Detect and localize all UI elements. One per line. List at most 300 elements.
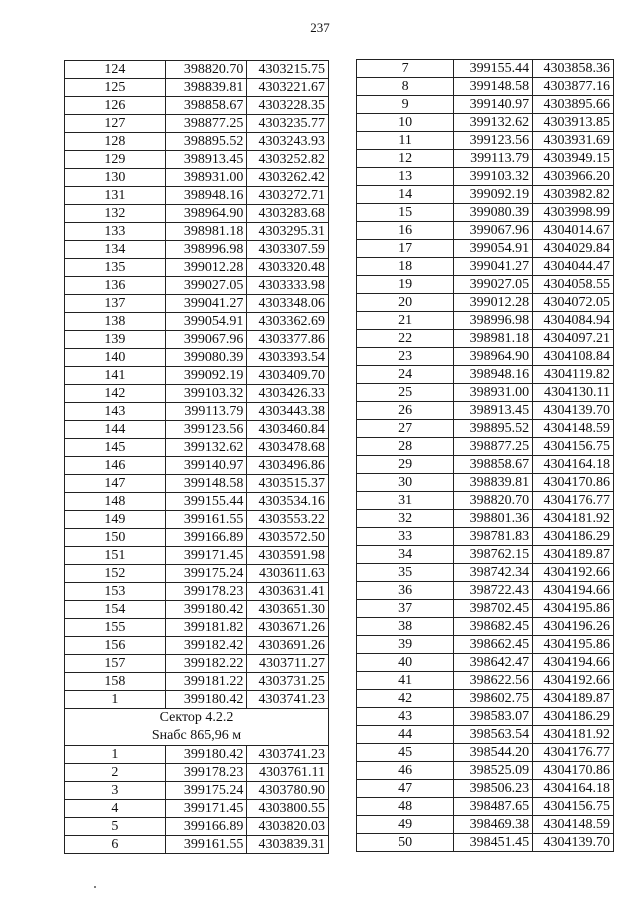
table-row: [357, 240, 614, 258]
table-row: [65, 169, 329, 187]
point-number-cell: 126: [65, 97, 166, 115]
y-coordinate-cell: 4303443.38: [247, 403, 329, 421]
y-coordinate-cell: 4303949.15: [533, 150, 614, 168]
y-coordinate-cell: 4303320.48: [247, 259, 329, 277]
x-coordinate-cell: 398931.00: [165, 169, 247, 187]
y-coordinate-cell: 4304189.87: [533, 546, 614, 564]
table-row: [357, 420, 614, 438]
y-coordinate-cell: 4303235.77: [247, 115, 329, 133]
x-coordinate-cell: 399180.42: [165, 601, 247, 619]
table-row: [357, 744, 614, 762]
y-coordinate-cell: 4303691.26: [247, 637, 329, 655]
point-number-cell: 6: [65, 836, 166, 854]
table-row: [357, 582, 614, 600]
y-coordinate-cell: 4303515.37: [247, 475, 329, 493]
y-coordinate-cell: 4303731.25: [247, 673, 329, 691]
x-coordinate-cell: 399012.28: [454, 294, 533, 312]
table-row: [65, 764, 329, 782]
point-number-cell: 2: [65, 764, 166, 782]
point-number-cell: 150: [65, 529, 166, 547]
table-row: [357, 636, 614, 654]
table-row: [65, 385, 329, 403]
point-number-cell: 13: [357, 168, 454, 186]
table-row: [65, 691, 329, 709]
y-coordinate-cell: 4303591.98: [247, 547, 329, 565]
y-coordinate-cell: 4304181.92: [533, 726, 614, 744]
point-number-cell: 152: [65, 565, 166, 583]
y-coordinate-cell: 4303393.54: [247, 349, 329, 367]
table-row: [65, 439, 329, 457]
x-coordinate-cell: 398487.65: [454, 798, 533, 816]
x-coordinate-cell: 399103.32: [454, 168, 533, 186]
table-row: [357, 78, 614, 96]
x-coordinate-cell: 398996.98: [165, 241, 247, 259]
table-row: [357, 456, 614, 474]
point-number-cell: 155: [65, 619, 166, 637]
table-row: [357, 492, 614, 510]
point-number-cell: 1: [65, 691, 166, 709]
table-row: [357, 258, 614, 276]
y-coordinate-cell: 4303895.66: [533, 96, 614, 114]
point-number-cell: 15: [357, 204, 454, 222]
y-coordinate-cell: 4303409.70: [247, 367, 329, 385]
point-number-cell: 30: [357, 474, 454, 492]
point-number-cell: 28: [357, 438, 454, 456]
point-number-cell: 16: [357, 222, 454, 240]
point-number-cell: 135: [65, 259, 166, 277]
x-coordinate-cell: 399181.82: [165, 619, 247, 637]
table-row: [65, 457, 329, 475]
y-coordinate-cell: 4303426.33: [247, 385, 329, 403]
table-row: [357, 708, 614, 726]
x-coordinate-cell: 399027.05: [165, 277, 247, 295]
point-number-cell: 50: [357, 834, 454, 852]
x-coordinate-cell: 399027.05: [454, 276, 533, 294]
y-coordinate-cell: 4303496.86: [247, 457, 329, 475]
y-coordinate-cell: 4304196.26: [533, 618, 614, 636]
point-number-cell: 157: [65, 655, 166, 673]
y-coordinate-cell: 4303572.50: [247, 529, 329, 547]
y-coordinate-cell: 4304192.66: [533, 564, 614, 582]
point-number-cell: 5: [65, 818, 166, 836]
table-row: [65, 151, 329, 169]
table-row: [65, 529, 329, 547]
y-coordinate-cell: 4304044.47: [533, 258, 614, 276]
table-row: [65, 583, 329, 601]
x-coordinate-cell: 398801.36: [454, 510, 533, 528]
point-number-cell: 34: [357, 546, 454, 564]
table-row: [65, 133, 329, 151]
point-number-cell: 18: [357, 258, 454, 276]
y-coordinate-cell: 4303741.23: [247, 691, 329, 709]
y-coordinate-cell: 4303221.67: [247, 79, 329, 97]
point-number-cell: 8: [357, 78, 454, 96]
y-coordinate-cell: 4304084.94: [533, 312, 614, 330]
table-row: [65, 818, 329, 836]
point-number-cell: 42: [357, 690, 454, 708]
y-coordinate-cell: 4304181.92: [533, 510, 614, 528]
x-coordinate-cell: 399182.22: [165, 655, 247, 673]
table-row: [65, 746, 329, 764]
table-row: [65, 79, 329, 97]
x-coordinate-cell: 399041.27: [454, 258, 533, 276]
x-coordinate-cell: 399080.39: [165, 349, 247, 367]
coordinates-rows-top: [65, 61, 329, 709]
x-coordinate-cell: 398931.00: [454, 384, 533, 402]
section-header: [65, 709, 329, 746]
point-number-cell: 24: [357, 366, 454, 384]
y-coordinate-cell: 4303377.86: [247, 331, 329, 349]
x-coordinate-cell: 398742.34: [454, 564, 533, 582]
table-row: [357, 168, 614, 186]
section-title: Сектор 4.2.2: [159, 710, 234, 725]
y-coordinate-cell: 4303460.84: [247, 421, 329, 439]
point-number-cell: 40: [357, 654, 454, 672]
point-number-cell: 49: [357, 816, 454, 834]
coordinates-rows: [357, 60, 614, 852]
x-coordinate-cell: 399155.44: [165, 493, 247, 511]
table-row: [357, 546, 614, 564]
table-row: [357, 474, 614, 492]
point-number-cell: 37: [357, 600, 454, 618]
x-coordinate-cell: 399181.22: [165, 673, 247, 691]
point-number-cell: 7: [357, 60, 454, 78]
point-number-cell: 31: [357, 492, 454, 510]
y-coordinate-cell: 4303780.90: [247, 782, 329, 800]
table-row: [65, 115, 329, 133]
x-coordinate-cell: 399175.24: [165, 782, 247, 800]
x-coordinate-cell: 399171.45: [165, 547, 247, 565]
point-number-cell: 148: [65, 493, 166, 511]
table-row: [357, 402, 614, 420]
table-row: [357, 312, 614, 330]
x-coordinate-cell: 398839.81: [454, 474, 533, 492]
table-row: [65, 836, 329, 854]
x-coordinate-cell: 399132.62: [165, 439, 247, 457]
x-coordinate-cell: 399113.79: [165, 403, 247, 421]
y-coordinate-cell: 4303839.31: [247, 836, 329, 854]
table-row: [65, 223, 329, 241]
x-coordinate-cell: 399080.39: [454, 204, 533, 222]
point-number-cell: 27: [357, 420, 454, 438]
x-coordinate-cell: 398948.16: [454, 366, 533, 384]
x-coordinate-cell: 398948.16: [165, 187, 247, 205]
table-row: [65, 313, 329, 331]
x-coordinate-cell: 398964.90: [454, 348, 533, 366]
x-coordinate-cell: 399178.23: [165, 583, 247, 601]
table-row: [357, 672, 614, 690]
point-number-cell: 151: [65, 547, 166, 565]
coordinates-rows-bottom: [65, 746, 329, 854]
table-row: [357, 780, 614, 798]
y-coordinate-cell: 4304170.86: [533, 762, 614, 780]
point-number-cell: 154: [65, 601, 166, 619]
point-number-cell: 147: [65, 475, 166, 493]
y-coordinate-cell: 4303761.11: [247, 764, 329, 782]
x-coordinate-cell: 398913.45: [454, 402, 533, 420]
point-number-cell: 14: [357, 186, 454, 204]
x-coordinate-cell: 399123.56: [165, 421, 247, 439]
point-number-cell: 131: [65, 187, 166, 205]
x-coordinate-cell: 399155.44: [454, 60, 533, 78]
x-coordinate-cell: 398702.45: [454, 600, 533, 618]
point-number-cell: 1: [65, 746, 166, 764]
x-coordinate-cell: 399054.91: [165, 313, 247, 331]
point-number-cell: 35: [357, 564, 454, 582]
table-row: [357, 510, 614, 528]
x-coordinate-cell: 398451.45: [454, 834, 533, 852]
section-header-row: [65, 709, 329, 746]
x-coordinate-cell: 399067.96: [454, 222, 533, 240]
y-coordinate-cell: 4304170.86: [533, 474, 614, 492]
y-coordinate-cell: 4303262.42: [247, 169, 329, 187]
y-coordinate-cell: 4304186.29: [533, 708, 614, 726]
table-row: [357, 348, 614, 366]
x-coordinate-cell: 399140.97: [165, 457, 247, 475]
x-coordinate-cell: 398642.47: [454, 654, 533, 672]
point-number-cell: 138: [65, 313, 166, 331]
table-row: [357, 654, 614, 672]
table-row: [65, 205, 329, 223]
point-number-cell: 132: [65, 205, 166, 223]
table-row: [65, 331, 329, 349]
point-number-cell: 127: [65, 115, 166, 133]
point-number-cell: 125: [65, 79, 166, 97]
point-number-cell: 25: [357, 384, 454, 402]
y-coordinate-cell: 4304072.05: [533, 294, 614, 312]
x-coordinate-cell: 398877.25: [165, 115, 247, 133]
point-number-cell: 32: [357, 510, 454, 528]
y-coordinate-cell: 4304130.11: [533, 384, 614, 402]
table-row: [357, 294, 614, 312]
y-coordinate-cell: 4304148.59: [533, 816, 614, 834]
x-coordinate-cell: 399140.97: [454, 96, 533, 114]
x-coordinate-cell: 399113.79: [454, 150, 533, 168]
x-coordinate-cell: 399182.42: [165, 637, 247, 655]
y-coordinate-cell: 4304119.82: [533, 366, 614, 384]
x-coordinate-cell: 399180.42: [165, 746, 247, 764]
table-row: [65, 187, 329, 205]
x-coordinate-cell: 399161.55: [165, 836, 247, 854]
point-number-cell: 133: [65, 223, 166, 241]
x-coordinate-cell: 398895.52: [454, 420, 533, 438]
table-row: [65, 655, 329, 673]
point-number-cell: 20: [357, 294, 454, 312]
x-coordinate-cell: 399012.28: [165, 259, 247, 277]
x-coordinate-cell: 398877.25: [454, 438, 533, 456]
point-number-cell: 29: [357, 456, 454, 474]
y-coordinate-cell: 4304194.66: [533, 654, 614, 672]
point-number-cell: 124: [65, 61, 166, 79]
table-row: [357, 726, 614, 744]
table-row: [357, 618, 614, 636]
point-number-cell: 22: [357, 330, 454, 348]
coordinates-table-left: [64, 60, 329, 854]
table-row: [65, 241, 329, 259]
table-row: [65, 601, 329, 619]
x-coordinate-cell: 399041.27: [165, 295, 247, 313]
section-header-cell: [65, 709, 329, 746]
y-coordinate-cell: 4304156.75: [533, 798, 614, 816]
table-row: [357, 132, 614, 150]
table-row: [357, 186, 614, 204]
point-number-cell: 45: [357, 744, 454, 762]
table-row: [357, 114, 614, 132]
y-coordinate-cell: 4303478.68: [247, 439, 329, 457]
y-coordinate-cell: 4304014.67: [533, 222, 614, 240]
y-coordinate-cell: 4304029.84: [533, 240, 614, 258]
y-coordinate-cell: 4304058.55: [533, 276, 614, 294]
point-number-cell: 9: [357, 96, 454, 114]
point-number-cell: 144: [65, 421, 166, 439]
x-coordinate-cell: 398981.18: [165, 223, 247, 241]
y-coordinate-cell: 4303611.63: [247, 565, 329, 583]
y-coordinate-cell: 4303295.31: [247, 223, 329, 241]
y-coordinate-cell: 4303348.06: [247, 295, 329, 313]
table-row: [357, 276, 614, 294]
table-row: [357, 690, 614, 708]
x-coordinate-cell: 398602.75: [454, 690, 533, 708]
table-row: [357, 150, 614, 168]
y-coordinate-cell: 4303534.16: [247, 493, 329, 511]
x-coordinate-cell: 398996.98: [454, 312, 533, 330]
x-coordinate-cell: 398820.70: [165, 61, 247, 79]
table-row: [357, 60, 614, 78]
x-coordinate-cell: 398762.15: [454, 546, 533, 564]
table-row: [357, 384, 614, 402]
y-coordinate-cell: 4303877.16: [533, 78, 614, 96]
point-number-cell: 41: [357, 672, 454, 690]
x-coordinate-cell: 398858.67: [454, 456, 533, 474]
x-coordinate-cell: 399054.91: [454, 240, 533, 258]
x-coordinate-cell: 399092.19: [454, 186, 533, 204]
x-coordinate-cell: 398858.67: [165, 97, 247, 115]
x-coordinate-cell: 398563.54: [454, 726, 533, 744]
point-number-cell: 130: [65, 169, 166, 187]
table-row: [65, 673, 329, 691]
y-coordinate-cell: 4303228.35: [247, 97, 329, 115]
point-number-cell: 139: [65, 331, 166, 349]
point-number-cell: 140: [65, 349, 166, 367]
table-row: [65, 475, 329, 493]
x-coordinate-cell: 399148.58: [165, 475, 247, 493]
point-number-cell: 17: [357, 240, 454, 258]
table-row: [357, 330, 614, 348]
point-number-cell: 134: [65, 241, 166, 259]
point-number-cell: 146: [65, 457, 166, 475]
table-row: [65, 619, 329, 637]
point-number-cell: 156: [65, 637, 166, 655]
point-number-cell: 19: [357, 276, 454, 294]
table-row: [357, 204, 614, 222]
point-number-cell: 39: [357, 636, 454, 654]
point-number-cell: 26: [357, 402, 454, 420]
point-number-cell: 43: [357, 708, 454, 726]
y-coordinate-cell: 4304148.59: [533, 420, 614, 438]
point-number-cell: 128: [65, 133, 166, 151]
y-coordinate-cell: 4303913.85: [533, 114, 614, 132]
y-coordinate-cell: 4303252.82: [247, 151, 329, 169]
table-row: [357, 564, 614, 582]
y-coordinate-cell: 4304189.87: [533, 690, 614, 708]
point-number-cell: 11: [357, 132, 454, 150]
point-number-cell: 48: [357, 798, 454, 816]
point-number-cell: 129: [65, 151, 166, 169]
y-coordinate-cell: 4304186.29: [533, 528, 614, 546]
y-coordinate-cell: 4303272.71: [247, 187, 329, 205]
y-coordinate-cell: 4303711.27: [247, 655, 329, 673]
table-row: [65, 637, 329, 655]
point-number-cell: 23: [357, 348, 454, 366]
table-row: [65, 565, 329, 583]
y-coordinate-cell: 4303651.30: [247, 601, 329, 619]
x-coordinate-cell: 398544.20: [454, 744, 533, 762]
x-coordinate-cell: 399103.32: [165, 385, 247, 403]
y-coordinate-cell: 4303283.68: [247, 205, 329, 223]
y-coordinate-cell: 4304097.21: [533, 330, 614, 348]
y-coordinate-cell: 4303553.22: [247, 511, 329, 529]
point-number-cell: 137: [65, 295, 166, 313]
section-area: Sнабс 865,96 м: [151, 728, 242, 743]
point-number-cell: 10: [357, 114, 454, 132]
point-number-cell: 21: [357, 312, 454, 330]
x-coordinate-cell: 398682.45: [454, 618, 533, 636]
y-coordinate-cell: 4304164.18: [533, 456, 614, 474]
y-coordinate-cell: 4303333.98: [247, 277, 329, 295]
y-coordinate-cell: 4303858.36: [533, 60, 614, 78]
y-coordinate-cell: 4304195.86: [533, 600, 614, 618]
x-coordinate-cell: 398722.43: [454, 582, 533, 600]
table-row: [65, 782, 329, 800]
point-number-cell: 153: [65, 583, 166, 601]
table-row: [65, 421, 329, 439]
y-coordinate-cell: 4303820.03: [247, 818, 329, 836]
table-row: [65, 367, 329, 385]
table-row: [357, 528, 614, 546]
y-coordinate-cell: 4303243.93: [247, 133, 329, 151]
x-coordinate-cell: 399067.96: [165, 331, 247, 349]
y-coordinate-cell: 4304139.70: [533, 402, 614, 420]
table-row: [357, 438, 614, 456]
y-coordinate-cell: 4303307.59: [247, 241, 329, 259]
y-coordinate-cell: 4303998.99: [533, 204, 614, 222]
y-coordinate-cell: 4304108.84: [533, 348, 614, 366]
table-row: [65, 61, 329, 79]
x-coordinate-cell: 398506.23: [454, 780, 533, 798]
x-coordinate-cell: 398622.56: [454, 672, 533, 690]
x-coordinate-cell: 399123.56: [454, 132, 533, 150]
x-coordinate-cell: 399132.62: [454, 114, 533, 132]
y-coordinate-cell: 4304194.66: [533, 582, 614, 600]
table-row: [357, 366, 614, 384]
table-row: [65, 277, 329, 295]
x-coordinate-cell: 398662.45: [454, 636, 533, 654]
y-coordinate-cell: 4304139.70: [533, 834, 614, 852]
y-coordinate-cell: 4303215.75: [247, 61, 329, 79]
x-coordinate-cell: 398964.90: [165, 205, 247, 223]
x-coordinate-cell: 399166.89: [165, 818, 247, 836]
point-number-cell: 142: [65, 385, 166, 403]
y-coordinate-cell: 4304192.66: [533, 672, 614, 690]
table-row: [357, 762, 614, 780]
point-number-cell: 149: [65, 511, 166, 529]
y-coordinate-cell: 4304156.75: [533, 438, 614, 456]
table-row: [357, 834, 614, 852]
y-coordinate-cell: 4303741.23: [247, 746, 329, 764]
y-coordinate-cell: 4304164.18: [533, 780, 614, 798]
table-row: [65, 295, 329, 313]
point-number-cell: 143: [65, 403, 166, 421]
